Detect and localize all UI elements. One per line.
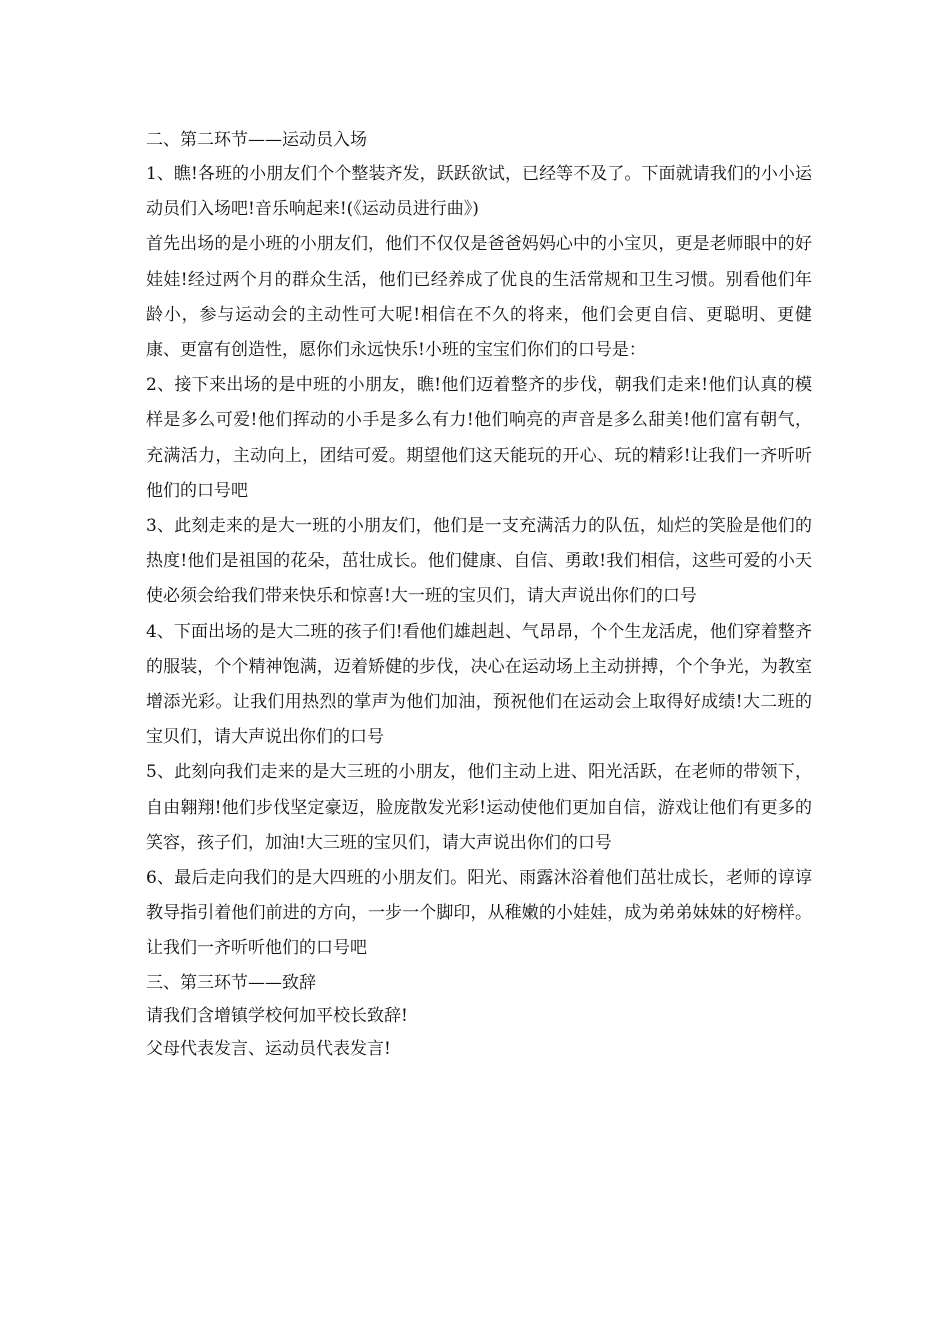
paragraph-4: 4、下面出场的是大二班的孩子们!看他们雄赳赳、气昂昂，个个生龙活虎，他们穿着整齐的服装，个个精神饱满，迈着矫健的步伐，决心在运动场上主动拼搏，个个争光，为教室增添光彩。让我们用热烈的掌声为他们加油，预祝他们在运动会上取得好成绩!大二班的宝贝们，请大声说出你们的口号 (146, 621, 812, 748)
paragraph-representative-speech: 父母代表发言、运动员代表发言! (146, 1038, 391, 1059)
paragraph-6: 6、最后走向我们的是大四班的小朋友们。阳光、雨露沐浴着他们茁壮成长，老师的谆谆教导指引着他们前进的方向，一步一个脚印，从稚嫩的小娃娃，成为弟弟妹妹的好榜样。让我们一齐听听他们的口号吧 (146, 868, 812, 959)
document-body (146, 124, 812, 1066)
paragraph-5: 5、此刻向我们走来的是大三班的小朋友，他们主动上进、阳光活跃，在老师的带领下，自由翱翔!他们步伐坚定豪迈，脸庞散发光彩!运动使他们更加自信，游戏让他们有更多的笑容，孩子们，加油!大三班的宝贝们，请大声说出你们的口号 (146, 762, 812, 853)
paragraph-2: 2、接下来出场的是中班的小朋友，瞧!他们迈着整齐的步伐，朝我们走来!他们认真的模样是多么可爱!他们挥动的小手是多么有力!他们响亮的声音是多么甜美!他们富有朝气，充满活力，主动向上，团结可爱。期望他们这天能玩的开心、玩的精彩!让我们一齐听听他们的口号吧 (146, 375, 812, 501)
paragraph-3: 3、此刻走来的是大一班的小朋友们，他们是一支充满活力的队伍，灿烂的笑脸是他们的热度!他们是祖国的花朵，茁壮成长。他们健康、自信、勇敢!我们相信，这些可爱的小天使必须会给我们带来快乐和惊喜!大一班的宝贝们，请大声说出你们的口号 (146, 516, 812, 607)
section-heading-2: 二、第二环节——运动员入场 (146, 130, 367, 150)
paragraph-principal-speech: 请我们含增镇学校何加平校长致辞! (146, 1005, 408, 1026)
paragraph-small-class: 首先出场的是小班的小朋友们，他们不仅仅是爸爸妈妈心中的小宝贝，更是老师眼中的好娃娃!经过两个月的群众生活，他们已经养成了优良的生活常规和卫生习惯。别看他们年龄小，参与运动会的主动性可大呢!相信在不久的将来，他们会更自信、更聪明、更健康、更富有创造性，愿你们永远快乐!小班的宝宝们你们的口号是： (146, 234, 812, 361)
paragraph-1: 1、瞧!各班的小朋友们个个整装齐发，跃跃欲试，已经等不及了。下面就请我们的小小运动员们入场吧!音乐响起来!(《运动员进行曲》) (146, 164, 812, 220)
section-heading-3: 三、第三环节——致辞 (146, 972, 316, 993)
